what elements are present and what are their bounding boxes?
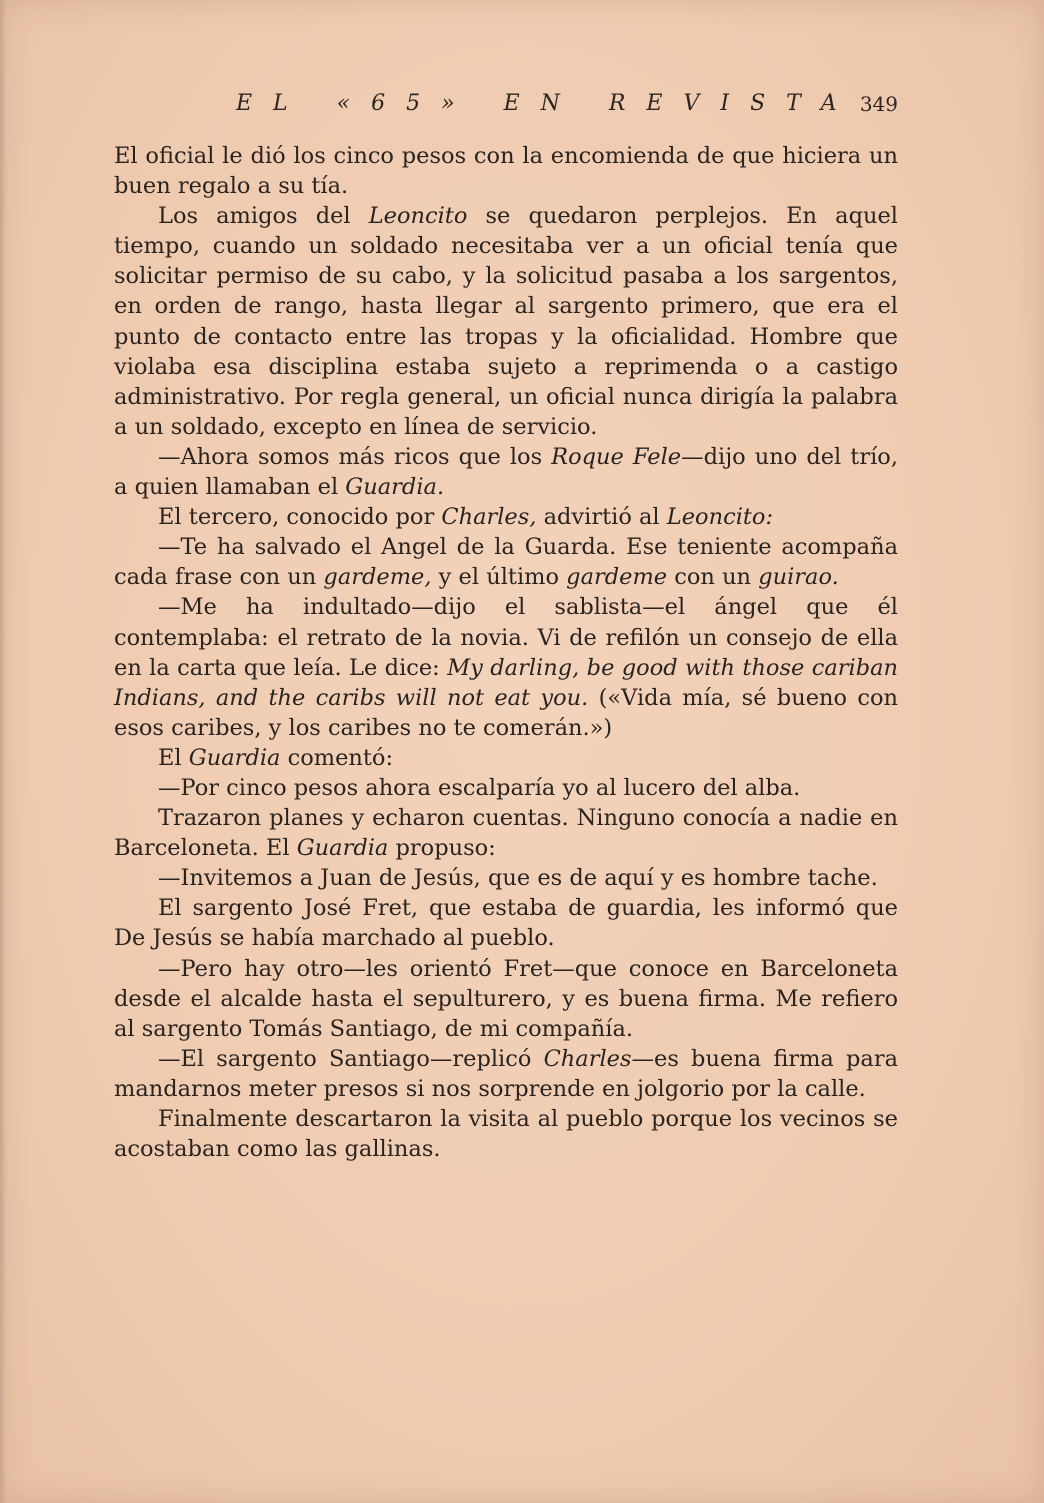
text-run: —dijo uno del trío, a quien llamaban el	[114, 443, 898, 501]
italic-text: Guardia	[188, 744, 281, 771]
paragraph	[114, 592, 898, 742]
text-run: —Te ha salvado el Angel de la Guarda. Ese teniente acompaña cada frase con un	[114, 534, 898, 591]
text-run: —es buena firma para mandarnos meter presos si nos sorprende en jolgorio por la calle.	[114, 1045, 898, 1102]
paragraph	[114, 201, 898, 442]
text-run: El tercero, conocido por	[158, 504, 442, 531]
text-run: advirtió al	[536, 504, 667, 531]
paragraph	[114, 141, 898, 201]
paragraph	[114, 532, 898, 592]
paragraph	[114, 502, 898, 532]
text-run: Trazaron planes y echaron cuentas. Ninguno conocía a nadie en Barceloneta. El	[114, 805, 898, 862]
text-run: —Por cinco pesos ahora escalparía yo al lucero del alba.	[158, 774, 801, 801]
text-run: con un	[667, 564, 759, 591]
text-run: Finalmente descartaron la visita al pueblo porque los vecinos se acostaban como las gallinas.	[114, 1106, 898, 1163]
paragraph	[114, 803, 898, 863]
paragraph	[114, 863, 898, 893]
text-run: —Pero hay otro—les orientó Fret—que conoce en Barceloneta desde el alcalde hasta el sepulturero, y es buena firma. Me refiero al sargento Tomás Santiago, de mi compañía.	[114, 955, 898, 1042]
italic-text: guirao.	[758, 564, 839, 591]
italic-text: gardeme	[566, 564, 668, 591]
italic-text: Guardia	[296, 835, 389, 862]
text-run: y el último	[431, 564, 567, 591]
paragraph	[114, 954, 898, 1044]
italic-text: My darling, be good with those cariban Indians, and the caribs will not eat you.	[114, 654, 898, 711]
text-run: —Ahora somos más ricos que los	[158, 443, 552, 470]
text-run: El oficial le dió los cinco pesos con la encomienda de que hiciera un buen regalo a su tía.	[114, 143, 898, 200]
running-title: EL «65» EN REVISTA	[236, 91, 858, 116]
text-run: comentó:	[280, 744, 394, 771]
page-edge-shadow	[0, 0, 6, 1503]
paragraph	[114, 743, 898, 773]
paragraph	[114, 442, 898, 502]
text-run: se quedaron perplejos. En aquel tiempo, cuando un soldado necesitaba ver a un oficial tenía que solicitar permiso de su cabo, y la solicitud pasaba a los sargentos, en orden de rango, hasta llegar al sargento primero, que era el punto de contacto entre las tropas y la oficialidad. Hombre que violaba esa disciplina estaba sujeto a reprimenda o a castigo administrativo. Por regla general, un oficial nunca dirigía la palabra a un soldado, excepto en línea de servicio.	[114, 203, 898, 440]
text-run: —Invitemos a Juan de Jesús, que es de aquí y es hombre tache.	[158, 865, 878, 892]
paragraph	[114, 1044, 898, 1104]
body-text	[114, 141, 898, 1164]
italic-text: Leoncito	[368, 203, 468, 230]
italic-text: Roque Fele	[551, 443, 682, 470]
italic-text: Charles,	[441, 504, 537, 531]
text-run: propuso:	[388, 835, 496, 862]
text-run: («Vida mía, sé bueno con esos caribes, y los caribes no te comerán.»)	[114, 684, 898, 741]
italic-text: Leoncito:	[666, 504, 774, 531]
italic-text: Charles	[543, 1045, 632, 1072]
italic-text: gardeme,	[323, 564, 432, 591]
text-run: El sargento José Fret, que estaba de guardia, les informó que De Jesús se había marchado al pueblo.	[114, 895, 898, 952]
italic-text: Guardia.	[345, 474, 445, 501]
text-run: Los amigos del	[158, 203, 369, 230]
text-run: —El sargento Santiago—replicó	[158, 1045, 544, 1072]
running-head	[114, 86, 898, 122]
text-run: —Me ha indultado—dijo el sablista—el ángel que él contemplaba: el retrato de la novia. Vi de refilón un consejo de ella en la carta que leía. Le dice:	[114, 594, 898, 681]
paragraph	[114, 773, 898, 803]
paragraph	[114, 1104, 898, 1164]
paragraph	[114, 893, 898, 953]
text-run: El	[158, 744, 189, 771]
page-number: 349	[859, 92, 898, 116]
